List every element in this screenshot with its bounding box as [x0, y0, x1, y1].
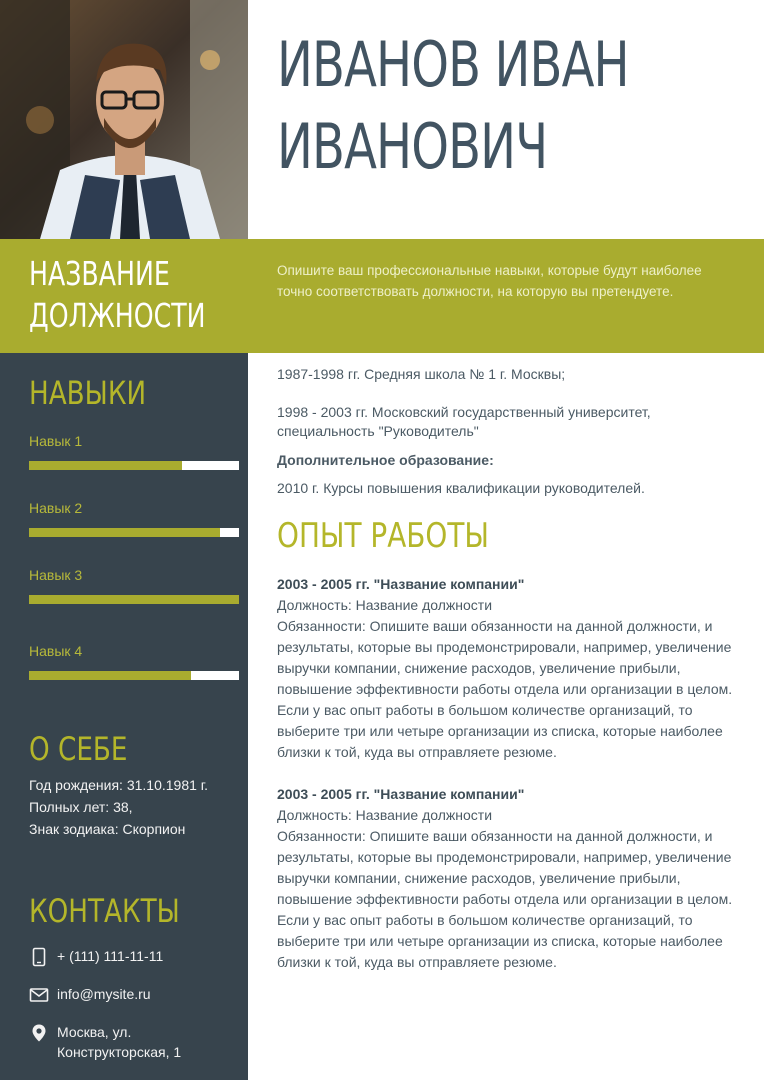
phone-icon: [29, 947, 49, 967]
skill-fill-1: [29, 461, 182, 470]
contact-phone: [29, 946, 227, 967]
address-line-2: Конструкторская, 1: [57, 1044, 182, 1060]
contact-address: [29, 1022, 227, 1062]
job-1-position: Должность: Название должности: [277, 597, 493, 613]
job-title-line-1: НАЗВАНИЕ: [29, 254, 170, 293]
education-school: 1987-1998 гг. Средняя школа № 1 г. Москвы;: [277, 366, 566, 382]
job-title: [29, 253, 239, 337]
skill-fill-3: [29, 595, 239, 604]
job-title-line-2: ДОЛЖНОСТИ: [29, 296, 206, 335]
skill-bar-4: [29, 671, 239, 680]
job-2-duties: Обязанности: Опишите ваши обязанности на данной должности, и результаты, которые вы продемонстрировали, например, увеличение выручки компании, снижение расходов, увеличение прибыли, повышение эффективности работы отдела или организации в целом. Если у вас опыт работы в большом количестве организаций, то выберите три или четыре организации из списка, которые наиболее близки к той, куда вы отправляете резюме.: [277, 828, 733, 970]
job-entry-2: [277, 784, 737, 973]
about-heading: О СЕБЕ: [29, 730, 128, 768]
address-line-1: Москва, ул.: [57, 1024, 132, 1040]
about-birthdate: Год рождения: 31.10.1981 г.: [29, 777, 209, 793]
education-extra: 2010 г. Курсы повышения квалификации руководителей.: [277, 480, 645, 496]
summary-text: Опишите ваш профессиональные навыки, которые будут наиболее точно соответствовать должности, на которую вы претендуете.: [277, 263, 702, 299]
mail-icon: [29, 985, 49, 1005]
skill-label-1: Навык 1: [29, 433, 83, 449]
skill-bar-1: [29, 461, 239, 470]
job-entry-1: [277, 574, 737, 763]
job-1-duties: Обязанности: Опишите ваши обязанности на данной должности, и результаты, которые вы продемонстрировали, например, увеличение выручки компании, снижение расходов, увеличение прибыли, повышение эффективности работы отдела или организации в целом. Если у вас опыт работы в большом количестве организаций, то выберите три или четыре организации из списка, которые наиболее близки к той, куда вы отправляете резюме.: [277, 618, 733, 760]
skill-bar-3: [29, 595, 239, 604]
skill-fill-4: [29, 671, 191, 680]
contacts-heading: КОНТАКТЫ: [29, 892, 180, 930]
skills-heading: НАВЫКИ: [29, 374, 147, 412]
job-2-head: 2003 - 2005 гг. "Название компании": [277, 786, 525, 802]
profile-photo: [0, 0, 248, 239]
contact-email: [29, 984, 227, 1005]
location-pin-icon: [29, 1023, 49, 1043]
about-zodiac: Знак зодиака: Скорпион: [29, 821, 186, 837]
email-text[interactable]: info@mysite.ru: [57, 986, 151, 1002]
skill-bar-2: [29, 528, 239, 537]
education-extra-title: Дополнительное образование:: [277, 452, 494, 468]
experience-heading: ОПЫТ РАБОТЫ: [277, 516, 489, 556]
phone-text[interactable]: + (111) 111-11-11: [57, 948, 164, 964]
skill-label-3: Навык 3: [29, 567, 83, 583]
education-university: 1998 - 2003 гг. Московский государственный университет, специальность "Руководитель": [277, 404, 651, 439]
name-line-2: ИВАНОВИЧ: [277, 110, 548, 183]
job-2-position: Должность: Название должности: [277, 807, 493, 823]
skill-fill-2: [29, 528, 220, 537]
skill-label-4: Навык 4: [29, 643, 83, 659]
address-text: [57, 1022, 227, 1062]
name-line-1: ИВАНОВ ИВАН: [277, 28, 629, 101]
about-age: Полных лет: 38,: [29, 799, 133, 815]
skill-label-2: Навык 2: [29, 500, 83, 516]
job-1-head: 2003 - 2005 гг. "Название компании": [277, 576, 525, 592]
full-name: [277, 24, 747, 188]
